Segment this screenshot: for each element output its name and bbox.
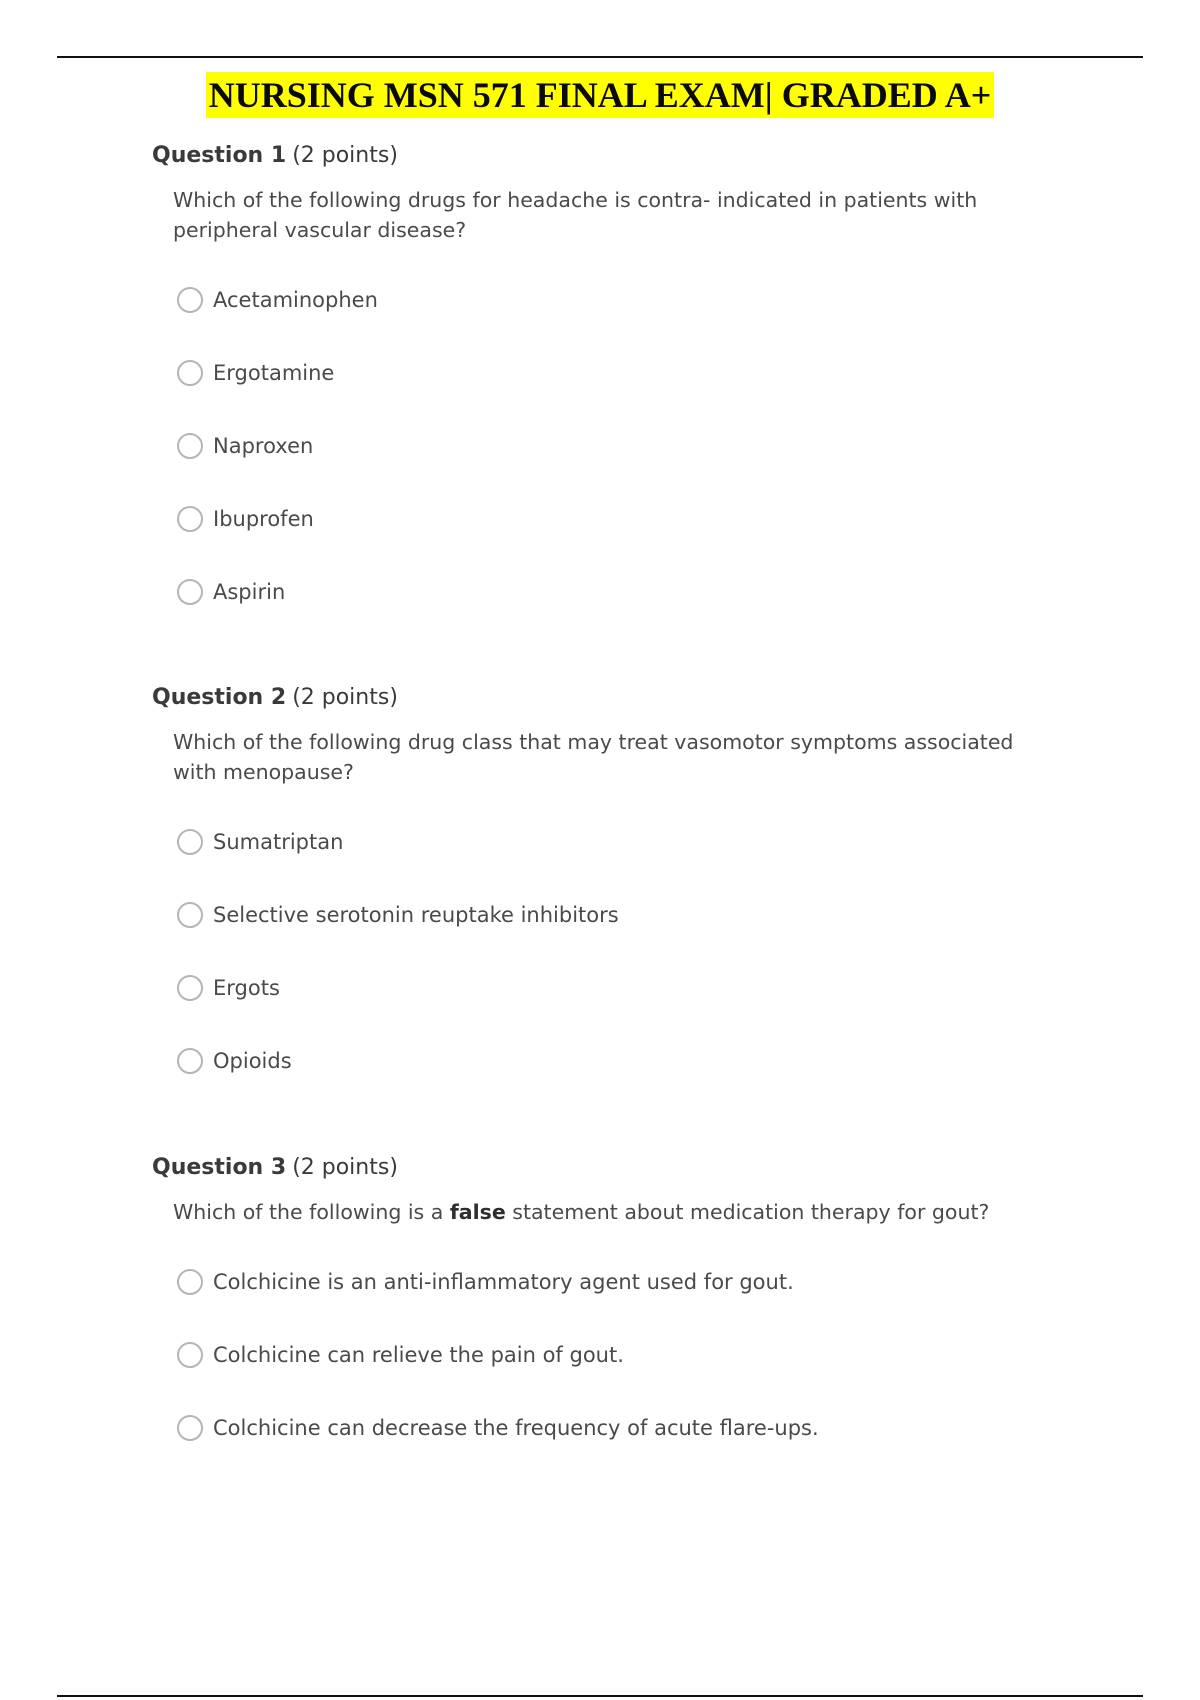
option-label: Sumatriptan [213,830,344,854]
option-label: Ergotamine [213,361,335,385]
radio-button[interactable] [177,360,203,386]
question-text [173,1197,1033,1227]
question-points: (2 points) [292,685,398,710]
answer-option[interactable] [177,358,1052,388]
option-label: Colchicine can relieve the pain of gout. [213,1343,624,1367]
question-1 [152,141,1052,650]
answer-option[interactable] [177,504,1052,534]
radio-button[interactable] [177,829,203,855]
answer-options [177,827,1052,1076]
question-number: Question 2 [152,685,287,710]
radio-button[interactable] [177,975,203,1001]
option-label: Colchicine can decrease the frequency of acute flare-ups. [213,1416,819,1440]
answer-option[interactable] [177,973,1052,1003]
question-heading [152,683,1052,713]
question-text: Which of the following drugs for headache is contra- indicated in patients with peripheral vascular disease? [173,188,978,242]
radio-button[interactable] [177,1269,203,1295]
radio-button[interactable] [177,1048,203,1074]
radio-button[interactable] [177,902,203,928]
answer-option[interactable] [177,285,1052,315]
question-text-after: statement about medication therapy for gout? [512,1200,990,1224]
radio-button[interactable] [177,506,203,532]
question-3 [152,1153,1052,1486]
option-label: Colchicine is an anti-inflammatory agent used for gout. [213,1270,794,1294]
top-rule [57,56,1143,58]
answer-option[interactable] [177,431,1052,461]
option-label: Naproxen [213,434,314,458]
question-2 [152,683,1052,1119]
answer-options [177,285,1052,607]
option-label: Acetaminophen [213,288,378,312]
answer-option[interactable] [177,900,1052,930]
question-heading [152,141,1052,171]
option-label: Aspirin [213,580,286,604]
document-title: NURSING MSN 571 FINAL EXAM| GRADED A+ [206,72,995,118]
question-text-emphasis: false [449,1200,506,1224]
radio-button[interactable] [177,1342,203,1368]
option-label: Ergots [213,976,280,1000]
option-label: Ibuprofen [213,507,314,531]
answer-options [177,1267,1052,1443]
question-points: (2 points) [292,1155,398,1180]
answer-option[interactable] [177,1413,1052,1443]
answer-option[interactable] [177,1046,1052,1076]
bottom-rule [57,1695,1143,1697]
radio-button[interactable] [177,1415,203,1441]
option-label: Opioids [213,1049,292,1073]
answer-option[interactable] [177,1340,1052,1370]
question-number: Question 1 [152,143,287,168]
radio-button[interactable] [177,579,203,605]
radio-button[interactable] [177,433,203,459]
radio-button[interactable] [177,287,203,313]
question-text: Which of the following drug class that may treat vasomotor symptoms associated with menopause? [173,730,1014,784]
answer-option[interactable] [177,1267,1052,1297]
title-container [0,72,1200,118]
question-heading [152,1153,1052,1183]
question-text-before: Which of the following is a [173,1200,444,1224]
question-number: Question 3 [152,1155,287,1180]
answer-option[interactable] [177,827,1052,857]
question-points: (2 points) [292,143,398,168]
answer-option[interactable] [177,577,1052,607]
option-label: Selective serotonin reuptake inhibitors [213,903,619,927]
